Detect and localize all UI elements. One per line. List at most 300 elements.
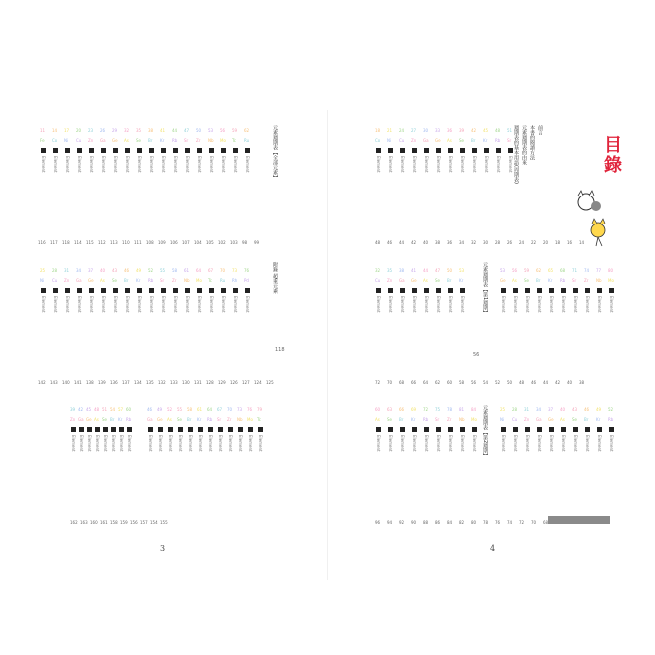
element-number: 31 [64, 268, 70, 273]
element-symbol: Ni [387, 138, 392, 143]
page-ref: 58 [459, 380, 465, 385]
element-number: 51 [102, 407, 108, 412]
element-name-vertical: Element [376, 296, 381, 313]
element-number: 66 [399, 407, 405, 412]
page-ref: 14 [579, 240, 585, 245]
element-name-vertical: Element [197, 296, 202, 313]
page-ref: 116 [38, 240, 46, 245]
element-name-vertical: Element [53, 156, 58, 173]
element-name-vertical: Element [119, 435, 124, 452]
element-name-vertical: Element [400, 156, 405, 173]
page-ref: 143 [50, 380, 58, 385]
element-kanji-glyph [161, 148, 166, 153]
element-kanji-glyph [218, 427, 223, 432]
element-name-vertical: Element [178, 435, 183, 452]
element-kanji-glyph [448, 427, 453, 432]
element-kanji-glyph [101, 148, 106, 153]
element-symbol: Tc [208, 278, 212, 283]
element-number: 62 [536, 268, 542, 273]
element-kanji-glyph [168, 427, 173, 432]
element-kanji-glyph [197, 148, 202, 153]
page-ref: 72 [375, 380, 381, 385]
element-name-vertical: Element [561, 296, 566, 313]
page-ref: 90 [411, 520, 417, 525]
page-number-right: 4 [490, 544, 496, 553]
element-number: 78 [447, 407, 453, 412]
element-kanji-glyph [573, 427, 578, 432]
element-name-vertical: Element [412, 435, 417, 452]
element-name-vertical: Element [472, 156, 477, 173]
element-name-vertical: Element [41, 296, 46, 313]
element-number: 52 [167, 407, 173, 412]
element-number: 71 [572, 268, 578, 273]
element-name-vertical: Element [168, 435, 173, 452]
element-name-vertical: Element [238, 435, 243, 452]
element-kanji-glyph [501, 427, 506, 432]
page-ref: 113 [110, 240, 118, 245]
page-ref: 139 [98, 380, 106, 385]
page-ref: 110 [122, 240, 130, 245]
side-number: 56 [473, 352, 480, 358]
element-kanji-glyph [101, 288, 106, 293]
element-number: 26 [100, 128, 106, 133]
element-kanji-glyph [496, 148, 501, 153]
page-ref: 22 [531, 240, 537, 245]
page-ref: 82 [459, 520, 465, 525]
page-ref: 115 [86, 240, 94, 245]
page-ref: 114 [74, 240, 82, 245]
page-ref: 158 [110, 520, 118, 525]
element-symbol: Br [124, 278, 129, 283]
element-number: 17 [64, 128, 70, 133]
element-kanji-glyph [501, 288, 506, 293]
page-ref: 40 [567, 380, 573, 385]
element-kanji-glyph [209, 288, 214, 293]
page-ref: 70 [531, 520, 537, 525]
page-ref: 105 [206, 240, 214, 245]
element-kanji-glyph [508, 148, 513, 153]
element-number: 28 [512, 407, 518, 412]
element-name-vertical: Element [209, 156, 214, 173]
element-number: 25 [500, 407, 506, 412]
element-name-vertical: Element [460, 435, 465, 452]
element-symbol: Rb [148, 278, 154, 283]
element-kanji-glyph [233, 148, 238, 153]
element-kanji-glyph [460, 427, 465, 432]
element-symbol: Nb [596, 278, 602, 283]
element-name-vertical: Element [597, 435, 602, 452]
element-kanji-glyph [113, 288, 118, 293]
element-kanji-glyph [472, 148, 477, 153]
page-ref: 127 [242, 380, 250, 385]
element-name-vertical: Element [113, 156, 118, 173]
element-name-vertical: Element [221, 296, 226, 313]
element-number: 46 [124, 268, 130, 273]
element-symbol: Zn [88, 138, 94, 143]
element-number: 53 [459, 268, 465, 273]
element-symbol: Zr [447, 417, 452, 422]
element-name-vertical: Element [448, 296, 453, 313]
element-symbol: As [423, 278, 428, 283]
element-symbol: Zn [387, 278, 393, 283]
element-number: 53 [500, 268, 506, 273]
element-kanji-glyph [573, 288, 578, 293]
element-name-vertical: Element [188, 435, 193, 452]
element-number: 36 [447, 128, 453, 133]
element-symbol: Kr [596, 417, 601, 422]
element-number: 47 [435, 268, 441, 273]
page-ref: 96 [375, 520, 381, 525]
page-ref: 40 [423, 240, 429, 245]
element-symbol: Co [375, 138, 381, 143]
element-number: 76 [244, 268, 250, 273]
element-number: 49 [596, 407, 602, 412]
element-number: 50 [196, 128, 202, 133]
element-name-vertical: Element [388, 296, 393, 313]
element-symbol: Zr [172, 278, 177, 283]
element-symbol: Br [399, 417, 404, 422]
element-number: 28 [52, 268, 58, 273]
element-symbol: As [124, 138, 129, 143]
section-label: 元素週期表【第2週期】 [482, 405, 488, 459]
element-number: 27 [411, 128, 417, 133]
element-name-vertical: Element [173, 296, 178, 313]
page-ref: 135 [146, 380, 154, 385]
element-kanji-glyph [597, 427, 602, 432]
element-kanji-glyph [149, 288, 154, 293]
element-kanji-glyph [561, 427, 566, 432]
element-kanji-glyph [537, 427, 542, 432]
page-ref: 60 [447, 380, 453, 385]
element-symbol: Rb [423, 417, 429, 422]
element-symbol: Mo [471, 417, 477, 422]
element-name-vertical: Element [460, 156, 465, 173]
element-name-vertical: Element [525, 296, 530, 313]
element-name-vertical: Element [125, 156, 130, 173]
element-symbol: Sr [217, 417, 222, 422]
element-number: 50 [447, 268, 453, 273]
page-ref: 141 [74, 380, 82, 385]
element-symbol: Ga [423, 138, 429, 143]
element-number: 70 [220, 268, 226, 273]
element-kanji-glyph [53, 148, 58, 153]
page-ref: 102 [218, 240, 226, 245]
element-symbol: Kr [118, 417, 123, 422]
intro-line: 元素週期表的由來 [521, 125, 527, 165]
element-number: 21 [387, 128, 393, 133]
element-symbol: Br [584, 417, 589, 422]
element-kanji-glyph [198, 427, 203, 432]
element-kanji-glyph [53, 288, 58, 293]
page-ref: 30 [483, 240, 489, 245]
page-number-left: 3 [160, 544, 166, 553]
element-number: 58 [172, 268, 178, 273]
element-name-vertical: Element [79, 435, 84, 452]
element-name-vertical: Element [95, 435, 100, 452]
element-symbol: Se [524, 278, 529, 283]
element-number: 59 [232, 128, 238, 133]
element-kanji-glyph [173, 288, 178, 293]
element-number: 54 [110, 407, 116, 412]
element-kanji-glyph [460, 288, 465, 293]
element-kanji-glyph [208, 427, 213, 432]
element-number: 58 [187, 407, 193, 412]
element-name-vertical: Element [448, 156, 453, 173]
page-ref: 103 [230, 240, 238, 245]
element-kanji-glyph [137, 288, 142, 293]
element-name-vertical: Element [185, 156, 190, 173]
page-ref: 86 [435, 520, 441, 525]
gutter-line [327, 110, 328, 580]
element-kanji-glyph [400, 288, 405, 293]
element-kanji-glyph [197, 288, 202, 293]
page-ref: 38 [435, 240, 441, 245]
element-symbol: Cu [76, 138, 82, 143]
element-kanji-glyph [376, 148, 381, 153]
element-number: 24 [399, 128, 405, 133]
page-ref: 126 [230, 380, 238, 385]
element-symbol: Ga [100, 138, 106, 143]
element-name-vertical: Element [87, 435, 92, 452]
element-symbol: Se [112, 278, 117, 283]
element-kanji-glyph [89, 148, 94, 153]
element-name-vertical: Element [149, 156, 154, 173]
element-kanji-glyph [209, 148, 214, 153]
element-kanji-glyph [609, 288, 614, 293]
element-name-vertical: Element [412, 156, 417, 173]
element-number: 34 [536, 407, 542, 412]
element-name-vertical: Element [221, 156, 226, 173]
element-number: 11 [40, 128, 46, 133]
element-kanji-glyph [95, 427, 100, 432]
element-number: 55 [177, 407, 183, 412]
element-number: 48 [495, 128, 501, 133]
page-ref: 76 [495, 520, 501, 525]
element-number: 37 [88, 268, 94, 273]
element-symbol: Br [447, 278, 452, 283]
element-name-vertical: Element [549, 296, 554, 313]
element-number: 40 [560, 407, 566, 412]
element-number: 39 [459, 128, 465, 133]
element-number: 62 [244, 128, 250, 133]
page-ref: 134 [134, 380, 142, 385]
page-ref: 156 [130, 520, 138, 525]
element-kanji-glyph [77, 288, 82, 293]
element-symbol: Se [387, 417, 392, 422]
element-symbol: Kr [483, 138, 488, 143]
element-kanji-glyph [248, 427, 253, 432]
page-ref: 84 [447, 520, 453, 525]
element-symbol: Rb [495, 138, 501, 143]
element-name-vertical: Element [585, 296, 590, 313]
element-symbol: Fe [40, 138, 45, 143]
element-number: 51 [507, 128, 513, 133]
element-kanji-glyph [178, 427, 183, 432]
element-name-vertical: Element [101, 156, 106, 173]
element-number: 77 [596, 268, 602, 273]
element-number: 52 [608, 407, 614, 412]
element-kanji-glyph [412, 148, 417, 153]
element-kanji-glyph [561, 288, 566, 293]
element-name-vertical: Element [609, 296, 614, 313]
element-kanji-glyph [525, 288, 530, 293]
page-ref: 132 [158, 380, 166, 385]
element-symbol: Cu [375, 278, 381, 283]
element-kanji-glyph [585, 427, 590, 432]
element-symbol: Sr [572, 278, 577, 283]
element-number: 61 [197, 407, 203, 412]
element-name-vertical: Element [248, 435, 253, 452]
element-kanji-glyph [412, 288, 417, 293]
element-number: 39 [70, 407, 76, 412]
element-name-vertical: Element [258, 435, 263, 452]
element-kanji-glyph [158, 427, 163, 432]
page-ref: 56 [471, 380, 477, 385]
element-number: 73 [237, 407, 243, 412]
element-kanji-glyph [448, 288, 453, 293]
element-number: 73 [232, 268, 238, 273]
element-number: 41 [160, 128, 166, 133]
element-kanji-glyph [113, 148, 118, 153]
element-name-vertical: Element [412, 296, 417, 313]
element-number: 63 [387, 407, 393, 412]
element-name-vertical: Element [185, 296, 190, 313]
page-ref: 118 [62, 240, 70, 245]
page-ref: 52 [495, 380, 501, 385]
element-number: 30 [423, 128, 429, 133]
element-symbol: Rh [232, 278, 238, 283]
element-number: 43 [572, 407, 578, 412]
element-kanji-glyph [513, 427, 518, 432]
element-number: 70 [227, 407, 233, 412]
element-name-vertical: Element [436, 296, 441, 313]
element-kanji-glyph [65, 288, 70, 293]
element-kanji-glyph [585, 288, 590, 293]
element-symbol: As [447, 138, 452, 143]
element-number: 67 [217, 407, 223, 412]
element-kanji-glyph [436, 148, 441, 153]
element-name-vertical: Element [173, 156, 178, 173]
element-symbol: Nb [237, 417, 243, 422]
element-number: 57 [118, 407, 124, 412]
element-number: 18 [375, 128, 381, 133]
element-symbol: Kr [459, 278, 464, 283]
element-symbol: Ga [536, 417, 542, 422]
element-name-vertical: Element [71, 435, 76, 452]
element-kanji-glyph [221, 288, 226, 293]
element-kanji-glyph [537, 288, 542, 293]
element-number: 49 [136, 268, 142, 273]
page-ref: 64 [423, 380, 429, 385]
element-name-vertical: Element [198, 435, 203, 452]
element-name-vertical: Element [209, 296, 214, 313]
page-ref: 70 [387, 380, 393, 385]
element-name-vertical: Element [573, 435, 578, 452]
element-number: 59 [524, 268, 530, 273]
element-name-vertical: Element [149, 296, 154, 313]
element-symbol: Se [435, 278, 440, 283]
element-symbol: Ni [64, 138, 69, 143]
element-number: 61 [184, 268, 190, 273]
element-name-vertical: Element [424, 156, 429, 173]
section-label: 附錄 超重元素 [272, 262, 278, 294]
page-ref: 48 [375, 240, 381, 245]
page-ref: 133 [170, 380, 178, 385]
element-symbol: Ge [112, 138, 118, 143]
element-symbol: Co [52, 138, 58, 143]
page-ref: 26 [507, 240, 513, 245]
element-symbol: Cu [399, 138, 405, 143]
element-symbol: Kr [136, 278, 141, 283]
element-symbol: Kr [197, 417, 202, 422]
element-kanji-glyph [258, 427, 263, 432]
element-symbol: Zr [584, 278, 589, 283]
element-symbol: Ru [220, 278, 226, 283]
page-ref: 74 [507, 520, 513, 525]
element-kanji-glyph [400, 148, 405, 153]
element-number: 31 [524, 407, 530, 412]
page-ref: 48 [519, 380, 525, 385]
element-number: 76 [247, 407, 253, 412]
page-ref: 72 [519, 520, 525, 525]
element-symbol: Br [148, 138, 153, 143]
element-number: 56 [220, 128, 226, 133]
element-number: 43 [112, 268, 118, 273]
element-name-vertical: Element [508, 156, 513, 173]
element-kanji-glyph [233, 288, 238, 293]
element-symbol: Tc [232, 138, 236, 143]
element-symbol: Rb [172, 138, 178, 143]
page-ref: 99 [254, 240, 260, 245]
page-ref: 125 [266, 380, 274, 385]
element-symbol: Ge [88, 278, 94, 283]
element-kanji-glyph [424, 148, 429, 153]
element-symbol: Ge [157, 417, 163, 422]
element-name-vertical: Element [525, 435, 530, 452]
element-kanji-glyph [41, 288, 46, 293]
element-number: 37 [548, 407, 554, 412]
element-number: 44 [172, 128, 178, 133]
element-symbol: Br [187, 417, 192, 422]
page-ref: 44 [543, 380, 549, 385]
footer-stamp [548, 516, 610, 524]
element-number: 55 [160, 268, 166, 273]
element-number: 67 [208, 268, 214, 273]
element-kanji-glyph [424, 288, 429, 293]
page-ref: 66 [411, 380, 417, 385]
element-symbol: Zn [70, 417, 76, 422]
element-name-vertical: Element [137, 296, 142, 313]
page-ref: 140 [62, 380, 70, 385]
element-number: 46 [584, 407, 590, 412]
element-kanji-glyph [221, 148, 226, 153]
element-symbol: Kr [160, 138, 165, 143]
element-number: 23 [88, 128, 94, 133]
element-symbol: Nb [459, 417, 465, 422]
page-ref: 131 [194, 380, 202, 385]
element-symbol: Ge [86, 417, 92, 422]
element-number: 53 [208, 128, 214, 133]
page-ref: 117 [50, 240, 58, 245]
element-number: 64 [196, 268, 202, 273]
element-kanji-glyph [188, 427, 193, 432]
element-symbol: Mo [608, 278, 614, 283]
element-symbol: Rb [608, 417, 614, 422]
element-number: 35 [387, 268, 393, 273]
element-name-vertical: Element [513, 435, 518, 452]
element-number: 72 [423, 407, 429, 412]
element-number: 32 [375, 268, 381, 273]
